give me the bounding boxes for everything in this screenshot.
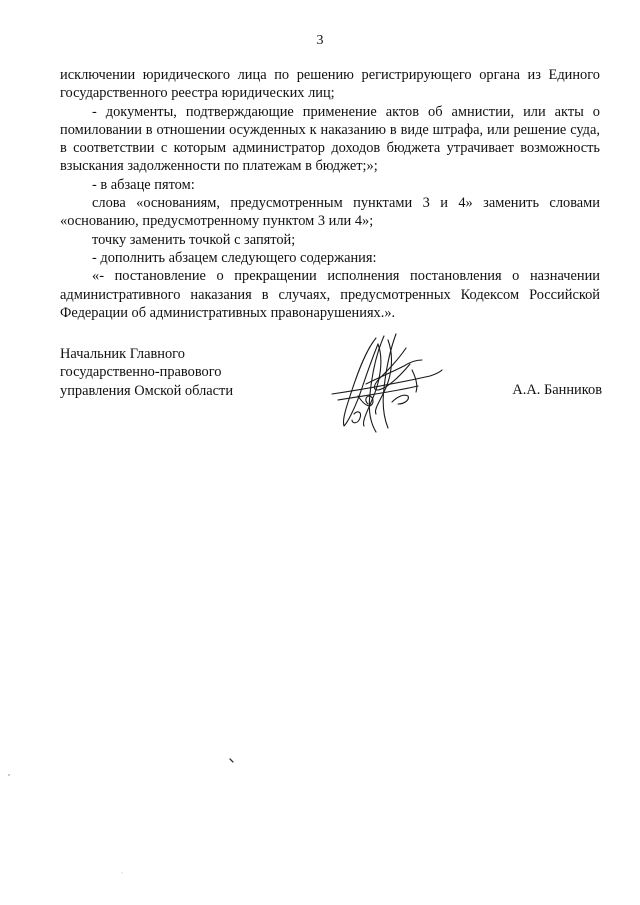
paragraph: точку заменить точкой с запятой; [92,231,296,248]
paragraph: «- постановление о прекращении исполнения постановления о назначении административного наказания в случаях, предусмотренных Кодексом Российской Федерации об административных правонарушениях.». [60,268,600,321]
paragraph: - дополнить абзацем следующего содержания: [92,249,377,266]
signatory-title-line: управления Омской области [60,382,234,399]
signatory-title-line: государственно-правового [60,364,222,381]
signatory-name: А.А. Банников [512,382,602,398]
page-number: 3 [316,33,324,48]
paragraph: - в абзаце пятом: [92,176,195,193]
signatory-title-line: Начальник Главного [60,346,185,362]
paragraph: - документы, подтверждающие применение актов об амнистии, или акты о помиловании в отношении осужденных к наказанию в виде штрафа, или решение суда, в соответствии с которым администратор доходов бюджета утрачивает возможность взыскания задолженности по платежам в бюджет;»; [60,103,600,175]
paragraph: исключении юридического лица по решению регистрирующего органа из Единого государственного реестра юридических лиц; [60,67,600,102]
paragraph: слова «основаниям, предусмотренным пунктами 3 и 4» заменить словами «основанию, предусмотренному пунктом 3 или 4»; [60,195,600,230]
